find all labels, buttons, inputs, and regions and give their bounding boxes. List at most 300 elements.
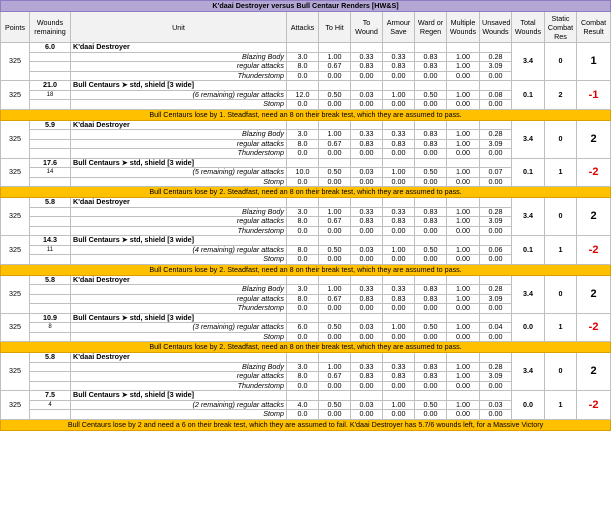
stat-cell: 0.00 xyxy=(415,177,447,187)
empty-cell xyxy=(30,149,71,159)
stat-cell: 1.00 xyxy=(447,362,480,372)
attack-label: (4 remaining) regular attacks xyxy=(71,245,287,255)
total-wounds: 3.4 xyxy=(512,120,545,158)
stat-cell: 1.00 xyxy=(319,130,351,140)
stat-cell: 0.00 xyxy=(447,149,480,159)
stat-cell: 0.00 xyxy=(351,304,383,314)
attack-label: (3 remaining) regular attacks xyxy=(71,323,287,333)
empty-cell xyxy=(287,391,319,401)
models-remaining: 14 xyxy=(30,168,71,178)
stat-cell: 0.83 xyxy=(415,285,447,295)
stat-cell: 1.00 xyxy=(447,217,480,227)
unit-name: Bull Centaurs ➤ std, shield [3 wide] xyxy=(71,391,287,401)
header-cell: To Hit xyxy=(319,12,351,43)
stat-cell: 0.00 xyxy=(415,381,447,391)
stat-cell: 1.00 xyxy=(319,207,351,217)
stat-cell: 1.00 xyxy=(447,372,480,382)
attack-label: Stomp xyxy=(71,255,287,265)
empty-cell xyxy=(480,353,512,363)
attack-label: Stomp xyxy=(71,410,287,420)
wounds-remaining: 7.5 xyxy=(30,391,71,401)
static-combat-res: 1 xyxy=(545,236,577,265)
points-cell: 325 xyxy=(1,391,30,420)
attack-label: regular attacks xyxy=(71,372,287,382)
combat-result: 2 xyxy=(577,120,611,158)
stat-cell: 0.00 xyxy=(415,100,447,110)
stat-cell: 0.83 xyxy=(415,294,447,304)
stat-cell: 3.0 xyxy=(287,362,319,372)
unit-name: K'daai Destroyer xyxy=(71,43,287,53)
combat-result: 2 xyxy=(577,198,611,236)
attack-label: Blazing Body xyxy=(71,285,287,295)
stat-cell: 0.06 xyxy=(480,245,512,255)
empty-cell xyxy=(30,304,71,314)
stat-cell: 0.0 xyxy=(287,410,319,420)
stat-cell: 0.83 xyxy=(383,217,415,227)
combat-result: 2 xyxy=(577,353,611,391)
stat-cell: 0.00 xyxy=(480,100,512,110)
kdaai-unit-row xyxy=(1,43,611,53)
empty-cell xyxy=(30,217,71,227)
stat-cell: 0.83 xyxy=(415,207,447,217)
empty-cell xyxy=(415,236,447,246)
stat-cell: 0.0 xyxy=(287,255,319,265)
stat-cell: 1.00 xyxy=(447,90,480,100)
round-summary-row xyxy=(1,187,611,198)
empty-cell xyxy=(447,391,480,401)
stat-cell: 0.33 xyxy=(383,52,415,62)
attack-label: (6 remaining) regular attacks xyxy=(71,90,287,100)
empty-cell xyxy=(415,43,447,53)
points-cell: 325 xyxy=(1,275,30,313)
stat-cell: 0.33 xyxy=(383,285,415,295)
stat-cell: 0.03 xyxy=(351,245,383,255)
stat-cell: 0.0 xyxy=(287,177,319,187)
stat-cell: 1.00 xyxy=(447,62,480,72)
unit-name: K'daai Destroyer xyxy=(71,353,287,363)
wounds-remaining: 5.8 xyxy=(30,198,71,208)
empty-cell xyxy=(30,294,71,304)
stat-cell: 0.03 xyxy=(351,168,383,178)
stat-cell: 0.50 xyxy=(415,323,447,333)
empty-cell xyxy=(319,391,351,401)
stat-cell: 0.00 xyxy=(447,71,480,81)
stat-cell: 0.50 xyxy=(319,323,351,333)
stat-cell: 0.00 xyxy=(319,255,351,265)
stat-cell: 0.00 xyxy=(447,332,480,342)
empty-cell xyxy=(30,139,71,149)
static-combat-res: 1 xyxy=(545,158,577,187)
points-cell: 325 xyxy=(1,198,30,236)
empty-cell xyxy=(351,81,383,91)
header-cell: Attacks xyxy=(287,12,319,43)
empty-cell xyxy=(447,43,480,53)
empty-cell xyxy=(383,353,415,363)
empty-cell xyxy=(415,391,447,401)
stat-cell: 0.03 xyxy=(480,400,512,410)
stat-cell: 0.00 xyxy=(319,177,351,187)
table-body xyxy=(1,43,611,431)
static-combat-res: 0 xyxy=(545,120,577,158)
header-cell: Multiple Wounds xyxy=(447,12,480,43)
header-cell: Combat Result xyxy=(577,12,611,43)
stat-cell: 0.03 xyxy=(351,90,383,100)
stat-cell: 0.0 xyxy=(287,381,319,391)
stat-cell: 0.33 xyxy=(383,207,415,217)
static-combat-res: 0 xyxy=(545,198,577,236)
empty-cell xyxy=(30,362,71,372)
total-wounds: 0.0 xyxy=(512,313,545,342)
empty-cell xyxy=(30,255,71,265)
stat-cell: 0.08 xyxy=(480,90,512,100)
round-summary: Bull Centaurs lose by 2 and need a 6 on their break test, which they are assumed to fail. K'daai Destroyer has 5.7/6 wounds left, for a Massive Victory xyxy=(1,419,611,430)
stat-cell: 0.50 xyxy=(319,400,351,410)
stat-cell: 0.83 xyxy=(351,139,383,149)
stat-cell: 0.00 xyxy=(351,226,383,236)
empty-cell xyxy=(415,81,447,91)
attack-label: Stomp xyxy=(71,100,287,110)
stat-cell: 3.09 xyxy=(480,139,512,149)
empty-cell xyxy=(30,372,71,382)
stat-cell: 0.00 xyxy=(351,332,383,342)
header-cell: Total Wounds xyxy=(512,12,545,43)
stat-cell: 0.28 xyxy=(480,362,512,372)
stat-cell: 0.33 xyxy=(383,130,415,140)
stat-cell: 0.00 xyxy=(383,100,415,110)
stat-cell: 0.83 xyxy=(383,139,415,149)
empty-cell xyxy=(351,236,383,246)
stat-cell: 0.00 xyxy=(480,332,512,342)
stat-cell: 0.83 xyxy=(383,62,415,72)
stat-cell: 0.28 xyxy=(480,207,512,217)
stat-cell: 0.83 xyxy=(415,62,447,72)
stat-cell: 0.00 xyxy=(383,255,415,265)
stat-cell: 0.67 xyxy=(319,62,351,72)
stat-cell: 0.33 xyxy=(351,52,383,62)
wounds-remaining: 5.9 xyxy=(30,120,71,130)
header-cell: Static Combat Res xyxy=(545,12,577,43)
attack-label: Blazing Body xyxy=(71,207,287,217)
stat-cell: 0.33 xyxy=(351,362,383,372)
round-summary-row xyxy=(1,342,611,353)
stat-cell: 0.83 xyxy=(383,372,415,382)
stat-cell: 12.0 xyxy=(287,90,319,100)
stat-cell: 0.28 xyxy=(480,285,512,295)
wounds-remaining: 14.3 xyxy=(30,236,71,246)
stat-cell: 0.00 xyxy=(415,149,447,159)
stat-cell: 0.03 xyxy=(351,323,383,333)
attack-label: Stomp xyxy=(71,332,287,342)
stat-cell: 0.33 xyxy=(383,362,415,372)
stat-cell: 0.00 xyxy=(383,71,415,81)
centaur-unit-row xyxy=(1,81,611,91)
empty-cell xyxy=(287,81,319,91)
header-cell: Ward or Regen xyxy=(415,12,447,43)
stat-cell: 0.00 xyxy=(351,177,383,187)
stat-cell: 0.00 xyxy=(480,71,512,81)
points-cell: 325 xyxy=(1,81,30,110)
stat-cell: 1.00 xyxy=(447,245,480,255)
header-cell: Points xyxy=(1,12,30,43)
empty-cell xyxy=(30,332,71,342)
attack-label: regular attacks xyxy=(71,62,287,72)
stat-cell: 0.00 xyxy=(447,226,480,236)
header-cell: To Wound xyxy=(351,12,383,43)
empty-cell xyxy=(287,353,319,363)
stat-cell: 0.00 xyxy=(319,149,351,159)
stat-cell: 0.83 xyxy=(351,372,383,382)
attack-label: Thunderstomp xyxy=(71,381,287,391)
stat-cell: 0.00 xyxy=(415,332,447,342)
stat-cell: 0.50 xyxy=(319,245,351,255)
stat-cell: 0.00 xyxy=(415,226,447,236)
unit-name: Bull Centaurs ➤ std, shield [3 wide] xyxy=(71,158,287,168)
stat-cell: 0.83 xyxy=(351,294,383,304)
total-wounds: 3.4 xyxy=(512,198,545,236)
stat-cell: 0.33 xyxy=(351,285,383,295)
empty-cell xyxy=(447,81,480,91)
stat-cell: 0.50 xyxy=(319,168,351,178)
stat-cell: 0.00 xyxy=(383,332,415,342)
points-cell: 325 xyxy=(1,313,30,342)
stat-cell: 4.0 xyxy=(287,400,319,410)
stat-cell: 3.0 xyxy=(287,52,319,62)
stat-cell: 0.00 xyxy=(351,255,383,265)
stat-cell: 0.00 xyxy=(319,410,351,420)
stat-cell: 0.00 xyxy=(447,255,480,265)
attack-label: Thunderstomp xyxy=(71,71,287,81)
empty-cell xyxy=(480,81,512,91)
stat-cell: 0.83 xyxy=(415,217,447,227)
stat-cell: 0.0 xyxy=(287,149,319,159)
combat-result: -1 xyxy=(577,81,611,110)
stat-cell: 8.0 xyxy=(287,245,319,255)
models-remaining: 8 xyxy=(30,323,71,333)
empty-cell xyxy=(30,177,71,187)
stat-cell: 0.00 xyxy=(351,410,383,420)
stat-cell: 1.00 xyxy=(447,400,480,410)
stat-cell: 0.00 xyxy=(319,71,351,81)
empty-cell xyxy=(287,236,319,246)
stat-cell: 0.00 xyxy=(447,381,480,391)
wounds-remaining: 10.9 xyxy=(30,313,71,323)
attack-label: Thunderstomp xyxy=(71,149,287,159)
wounds-remaining: 21.0 xyxy=(30,81,71,91)
stat-cell: 3.0 xyxy=(287,130,319,140)
unit-name: K'daai Destroyer xyxy=(71,198,287,208)
stat-cell: 0.67 xyxy=(319,294,351,304)
stat-cell: 0.83 xyxy=(383,294,415,304)
stat-cell: 0.00 xyxy=(447,177,480,187)
table-title: K'daai Destroyer versus Bull Centaur Renders [HW&S] xyxy=(1,1,611,12)
stat-cell: 8.0 xyxy=(287,217,319,227)
combat-result: -2 xyxy=(577,391,611,420)
stat-cell: 0.07 xyxy=(480,168,512,178)
header-cell: Unit xyxy=(71,12,287,43)
kdaai-unit-row xyxy=(1,198,611,208)
wounds-remaining: 5.8 xyxy=(30,275,71,285)
empty-cell xyxy=(351,198,383,208)
stat-cell: 0.00 xyxy=(447,304,480,314)
stat-cell: 0.00 xyxy=(480,226,512,236)
empty-cell xyxy=(30,410,71,420)
points-cell: 325 xyxy=(1,120,30,158)
round-summary-row xyxy=(1,419,611,430)
stat-cell: 1.00 xyxy=(319,52,351,62)
attack-label: (5 remaining) regular attacks xyxy=(71,168,287,178)
stat-cell: 0.00 xyxy=(383,226,415,236)
empty-cell xyxy=(30,285,71,295)
points-cell: 325 xyxy=(1,158,30,187)
stat-cell: 1.00 xyxy=(383,323,415,333)
stat-cell: 0.03 xyxy=(351,400,383,410)
empty-cell xyxy=(383,391,415,401)
static-combat-res: 1 xyxy=(545,313,577,342)
empty-cell xyxy=(319,236,351,246)
empty-cell xyxy=(351,391,383,401)
stat-cell: 0.00 xyxy=(351,149,383,159)
attack-label: regular attacks xyxy=(71,294,287,304)
static-combat-res: 1 xyxy=(545,391,577,420)
wounds-remaining: 6.0 xyxy=(30,43,71,53)
attack-label: Blazing Body xyxy=(71,52,287,62)
models-remaining: 18 xyxy=(30,90,71,100)
stat-cell: 0.00 xyxy=(415,255,447,265)
stat-cell: 0.00 xyxy=(415,410,447,420)
empty-cell xyxy=(30,52,71,62)
empty-cell xyxy=(383,236,415,246)
empty-cell xyxy=(30,100,71,110)
round-summary: Bull Centaurs lose by 2. Steadfast, need an 8 on their break test, which they are assumed to pass. xyxy=(1,342,611,353)
stat-cell: 0.00 xyxy=(383,410,415,420)
stat-cell: 1.00 xyxy=(447,130,480,140)
header-cell: Armour Save xyxy=(383,12,415,43)
stat-cell: 0.28 xyxy=(480,130,512,140)
stat-cell: 0.67 xyxy=(319,217,351,227)
stat-cell: 1.00 xyxy=(447,207,480,217)
stat-cell: 1.00 xyxy=(383,245,415,255)
stat-cell: 0.50 xyxy=(415,400,447,410)
header-row xyxy=(1,12,611,43)
stat-cell: 0.00 xyxy=(447,410,480,420)
stat-cell: 0.00 xyxy=(383,304,415,314)
total-wounds: 3.4 xyxy=(512,275,545,313)
stat-cell: 1.00 xyxy=(383,90,415,100)
stat-cell: 3.0 xyxy=(287,207,319,217)
stat-cell: 1.00 xyxy=(319,362,351,372)
empty-cell xyxy=(480,391,512,401)
stat-cell: 0.0 xyxy=(287,304,319,314)
kdaai-unit-row xyxy=(1,353,611,363)
total-wounds: 0.1 xyxy=(512,81,545,110)
stat-cell: 0.33 xyxy=(351,130,383,140)
stat-cell: 1.00 xyxy=(447,52,480,62)
header-cell: Wounds remaining xyxy=(30,12,71,43)
empty-cell xyxy=(319,353,351,363)
stat-cell: 3.09 xyxy=(480,294,512,304)
round-summary: Bull Centaurs lose by 1. Steadfast, need an 8 on their break test, which they are assumed to pass. xyxy=(1,109,611,120)
static-combat-res: 0 xyxy=(545,275,577,313)
stat-cell: 3.09 xyxy=(480,217,512,227)
stat-cell: 1.00 xyxy=(383,168,415,178)
stat-cell: 0.50 xyxy=(415,168,447,178)
empty-cell xyxy=(319,81,351,91)
attack-label: Thunderstomp xyxy=(71,226,287,236)
stat-cell: 0.04 xyxy=(480,323,512,333)
points-cell: 325 xyxy=(1,43,30,81)
empty-cell xyxy=(383,198,415,208)
empty-cell xyxy=(383,81,415,91)
stat-cell: 0.00 xyxy=(319,100,351,110)
empty-cell xyxy=(447,353,480,363)
empty-cell xyxy=(383,43,415,53)
empty-cell xyxy=(480,198,512,208)
empty-cell xyxy=(447,198,480,208)
models-remaining: 4 xyxy=(30,400,71,410)
stat-cell: 6.0 xyxy=(287,323,319,333)
stat-cell: 0.83 xyxy=(351,62,383,72)
stat-cell: 0.00 xyxy=(415,304,447,314)
stat-cell: 3.0 xyxy=(287,285,319,295)
stat-cell: 0.00 xyxy=(480,177,512,187)
combat-result: 2 xyxy=(577,275,611,313)
stat-cell: 1.00 xyxy=(383,400,415,410)
stat-cell: 0.00 xyxy=(415,71,447,81)
stat-cell: 3.09 xyxy=(480,372,512,382)
centaur-unit-row xyxy=(1,236,611,246)
attack-label: regular attacks xyxy=(71,217,287,227)
round-summary: Bull Centaurs lose by 2. Steadfast, need an 8 on their break test, which they are assumed to pass. xyxy=(1,187,611,198)
stat-cell: 0.00 xyxy=(480,304,512,314)
stat-cell: 1.00 xyxy=(447,285,480,295)
stat-cell: 0.00 xyxy=(480,410,512,420)
stat-cell: 0.0 xyxy=(287,71,319,81)
attack-label: regular attacks xyxy=(71,139,287,149)
empty-cell xyxy=(319,43,351,53)
stat-cell: 1.00 xyxy=(447,139,480,149)
stat-cell: 0.00 xyxy=(447,100,480,110)
stat-cell: 3.09 xyxy=(480,62,512,72)
empty-cell xyxy=(480,43,512,53)
total-wounds: 0.1 xyxy=(512,158,545,187)
static-combat-res: 0 xyxy=(545,353,577,391)
empty-cell xyxy=(447,236,480,246)
unit-name: K'daai Destroyer xyxy=(71,275,287,285)
stat-cell: 1.00 xyxy=(319,285,351,295)
empty-cell xyxy=(415,198,447,208)
stat-cell: 0.83 xyxy=(415,139,447,149)
unit-name: K'daai Destroyer xyxy=(71,120,287,130)
stat-cell: 1.00 xyxy=(447,294,480,304)
stat-cell: 0.0 xyxy=(287,100,319,110)
attack-label: (2 remaining) regular attacks xyxy=(71,400,287,410)
wounds-remaining: 5.8 xyxy=(30,353,71,363)
stat-cell: 0.00 xyxy=(351,381,383,391)
empty-cell xyxy=(30,130,71,140)
points-cell: 325 xyxy=(1,353,30,391)
stat-cell: 0.33 xyxy=(351,207,383,217)
round-summary-row xyxy=(1,109,611,120)
round-summary: Bull Centaurs lose by 2. Steadfast, need an 8 on their break test, which they are assumed to pass. xyxy=(1,264,611,275)
stat-cell: 0.00 xyxy=(480,381,512,391)
empty-cell xyxy=(287,43,319,53)
total-wounds: 3.4 xyxy=(512,353,545,391)
models-remaining: 11 xyxy=(30,245,71,255)
stat-cell: 0.67 xyxy=(319,139,351,149)
stat-cell: 8.0 xyxy=(287,294,319,304)
attack-label: Blazing Body xyxy=(71,130,287,140)
stat-cell: 0.00 xyxy=(480,255,512,265)
